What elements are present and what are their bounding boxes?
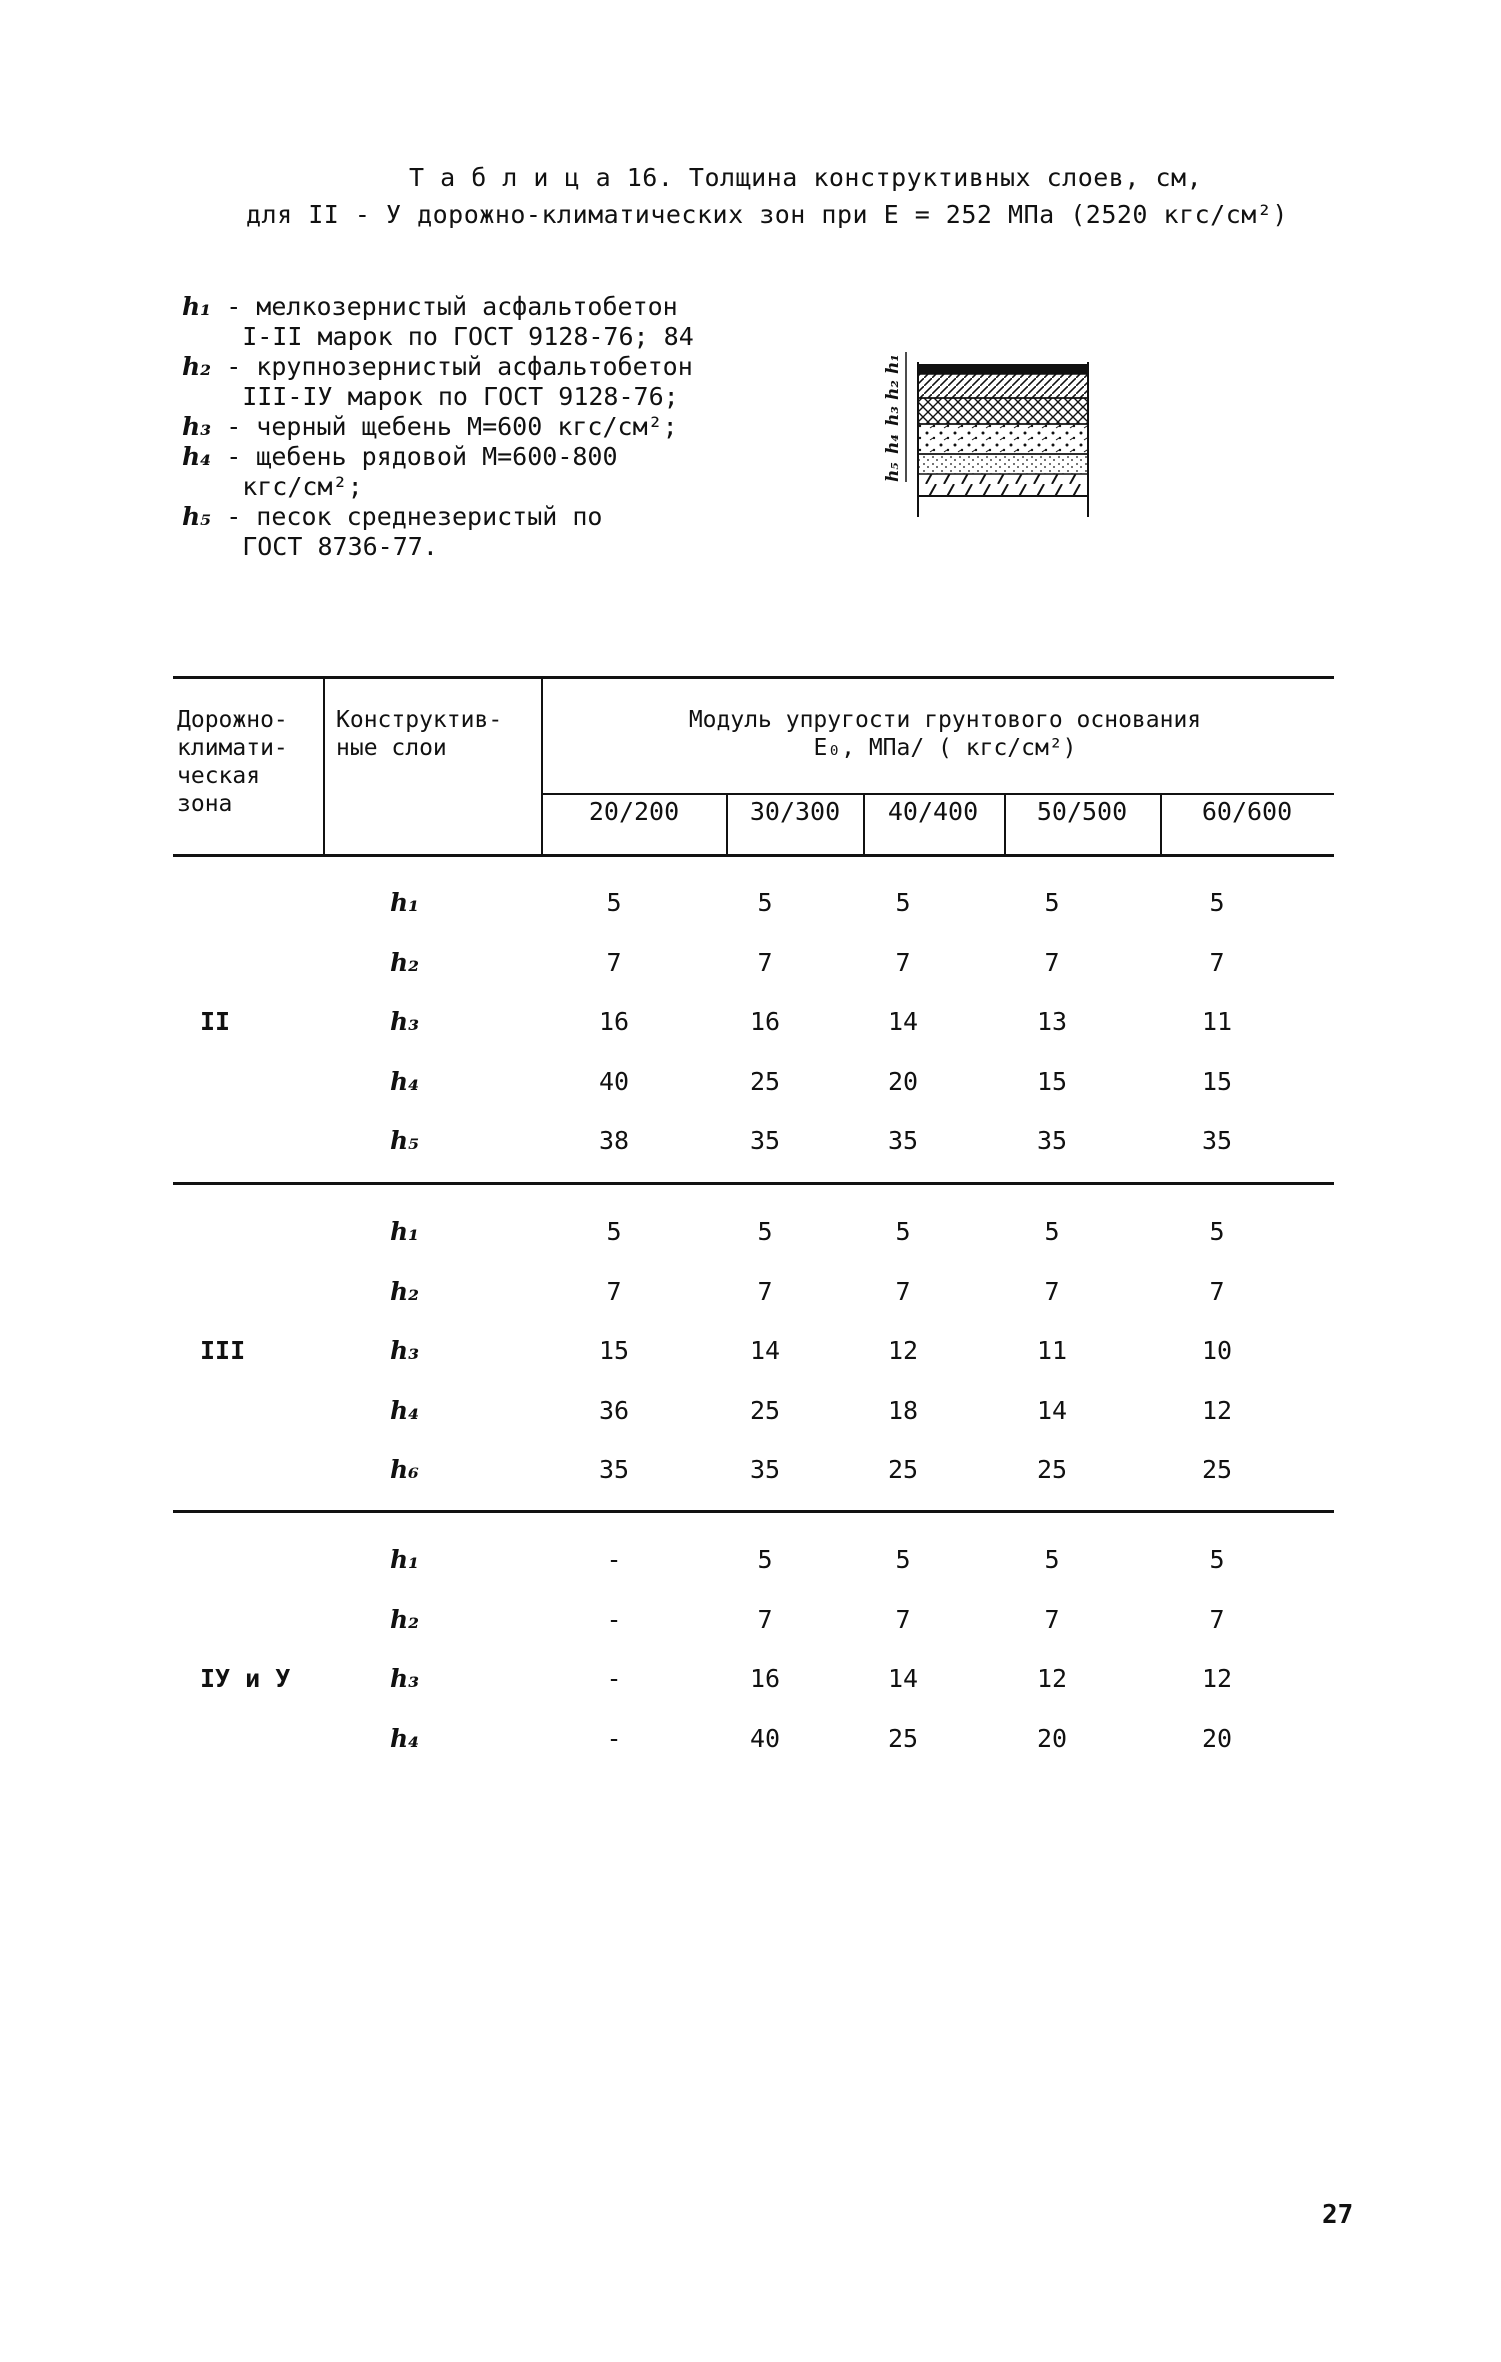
layer-label: h₁ <box>390 1217 420 1246</box>
table-cell: 7 <box>606 947 622 977</box>
layer-label: h₃ <box>390 1336 420 1365</box>
table-cell: 14 <box>749 1336 781 1365</box>
table-cell: 16 <box>749 1007 781 1036</box>
subcol-header: 60/600 <box>1201 797 1293 826</box>
table-cell: 25 <box>1201 1455 1233 1484</box>
table-cell: 10 <box>1201 1336 1233 1365</box>
table-cell: 38 <box>598 1126 630 1155</box>
table-cell: 5 <box>1209 1545 1225 1574</box>
table-cell: 5 <box>1044 1217 1060 1246</box>
table-cell: 7 <box>1044 947 1060 977</box>
table-cell: 11 <box>1036 1336 1068 1365</box>
table-cell: 40 <box>598 1066 630 1096</box>
subcol-header: 20/200 <box>588 797 680 826</box>
table-cell: 5 <box>606 1217 622 1246</box>
table-cell: 20 <box>1036 1723 1068 1753</box>
table-cell: 16 <box>749 1664 781 1693</box>
layer-h2-fill <box>918 374 1088 398</box>
table-cell: 7 <box>895 1276 911 1306</box>
table-cell: 7 <box>895 947 911 977</box>
table-cell: - <box>606 1545 622 1574</box>
table-cell: 5 <box>1044 888 1060 917</box>
zone-label: IУ и У <box>200 1664 291 1693</box>
table-cell: 35 <box>749 1455 781 1484</box>
diagram-label: h₃ <box>883 406 903 426</box>
header-layers: Конструктив- ные слои <box>336 707 503 761</box>
layer-label: h₄ <box>390 1066 420 1096</box>
diagram-label: h₄ <box>883 434 903 454</box>
legend-symbol: h₂ <box>182 352 212 381</box>
table-cell: 15 <box>598 1336 630 1365</box>
table-cell: 35 <box>749 1126 781 1155</box>
table-cell: - <box>606 1723 622 1753</box>
table-cell: 7 <box>1209 1276 1225 1306</box>
subcol-header: 50/500 <box>1036 797 1128 826</box>
table-cell: - <box>606 1664 622 1693</box>
legend-line <box>182 502 694 532</box>
table-cell: 7 <box>1209 1604 1225 1634</box>
layer-label: h₂ <box>390 1276 420 1306</box>
pavement-diagram <box>868 322 1138 522</box>
table-cell: 35 <box>1201 1126 1233 1155</box>
col-divider-zone <box>323 676 325 856</box>
legend-symbol: h₁ <box>182 292 212 321</box>
table-cell: 36 <box>598 1395 630 1425</box>
layer-label: h₆ <box>390 1455 420 1484</box>
table-cell: 20 <box>1201 1723 1233 1753</box>
table-cell: 13 <box>1036 1007 1068 1036</box>
table-cell: 7 <box>757 1276 773 1306</box>
layer-h1-fill <box>918 364 1088 374</box>
table-cell: 5 <box>1044 1545 1060 1574</box>
header-modulus: Модуль упругости грунтового основания <box>688 707 1202 733</box>
table-cell: 5 <box>606 888 622 917</box>
layer-label: h₂ <box>390 1604 420 1634</box>
table-cell: 5 <box>1209 888 1225 917</box>
zone-label: II <box>200 1007 231 1036</box>
table-title: Т а б л и ц а 16. Толщина конструктивных слоев, см, <box>409 163 1203 192</box>
table-cell: 5 <box>757 888 773 917</box>
legend-text: - мелкозернистый асфальтобетон <box>211 292 678 321</box>
legend-symbol: h₄ <box>182 442 212 471</box>
legend-text: III-IУ марок по ГОСТ 9128-76; <box>182 382 679 411</box>
table-cell: 16 <box>598 1007 630 1036</box>
table-cell: 12 <box>1201 1664 1233 1693</box>
table-subtitle: для II - У дорожно-климатических зон при E = 252 МПа (2520 кгс/см²) <box>246 200 1288 229</box>
legend-text: - песок среднезеристый по <box>211 502 603 531</box>
subgrade-fill <box>918 474 1088 496</box>
legend-text: - крупнозернистый асфальтобетон <box>211 352 693 381</box>
group-divider-2 <box>173 1510 1334 1513</box>
diagram-label: h₅ <box>883 462 903 482</box>
table-cell: 11 <box>1201 1007 1233 1036</box>
header-zone: Дорожно- климати- ческая зона <box>177 707 288 817</box>
table-cell: 20 <box>887 1066 919 1096</box>
legend-line <box>182 412 694 442</box>
layer-h5-fill <box>918 454 1088 474</box>
legend-line <box>182 352 694 382</box>
table-cell: 14 <box>887 1664 919 1693</box>
table-cell: 7 <box>895 1604 911 1634</box>
table-cell: 35 <box>1036 1126 1068 1155</box>
table-cell: 25 <box>887 1723 919 1753</box>
table-cell: 15 <box>1201 1066 1233 1096</box>
table-cell: 18 <box>887 1395 919 1425</box>
layer-h3-fill <box>918 398 1088 424</box>
table-cell: 14 <box>887 1007 919 1036</box>
table-cell: 5 <box>1209 1217 1225 1246</box>
table-cell: - <box>606 1604 622 1634</box>
table-cell: 14 <box>1036 1395 1068 1425</box>
table-cell: 25 <box>749 1066 781 1096</box>
legend-symbol: h₅ <box>182 502 212 531</box>
diagram-label: h₁ <box>883 354 903 374</box>
layer-label: h₃ <box>390 1007 420 1036</box>
diagram-label: h₂ <box>883 380 903 400</box>
page-number: 27 <box>1322 2200 1354 2230</box>
legend-line <box>182 472 694 502</box>
table-cell: 5 <box>757 1545 773 1574</box>
col-divider-3 <box>1004 794 1006 856</box>
table-cell: 15 <box>1036 1066 1068 1096</box>
subcol-header: 30/300 <box>749 797 841 826</box>
table-cell: 7 <box>1044 1604 1060 1634</box>
layer-label: h₃ <box>390 1664 420 1693</box>
table-cell: 7 <box>757 1604 773 1634</box>
table-cell: 12 <box>1201 1395 1233 1425</box>
table-cell: 5 <box>895 1545 911 1574</box>
layer-label: h₅ <box>390 1126 420 1155</box>
table-cell: 7 <box>1209 947 1225 977</box>
layer-label: h₄ <box>390 1723 420 1753</box>
col-divider-4 <box>1160 794 1162 856</box>
table-cell: 40 <box>749 1723 781 1753</box>
group-divider-1 <box>173 1182 1334 1185</box>
zone-label: III <box>200 1336 246 1365</box>
legend-text: ГОСТ 8736-77. <box>182 532 438 561</box>
layer-label: h₁ <box>390 1545 420 1574</box>
legend-line <box>182 322 694 352</box>
legend-line <box>182 382 694 412</box>
legend-text: - щебень рядовой М=600-800 <box>211 442 618 471</box>
table-cell: 7 <box>606 1276 622 1306</box>
legend-text: - черный щебень М=600 кгс/см²; <box>211 412 678 441</box>
legend-text: I-II марок по ГОСТ 9128-76; 84 <box>182 322 694 351</box>
layer-h4-fill <box>918 424 1088 454</box>
table-cell: 35 <box>598 1455 630 1484</box>
col-divider-1 <box>726 794 728 856</box>
layer-label: h₄ <box>390 1395 420 1425</box>
legend-line <box>182 532 694 562</box>
header-inner-rule <box>543 793 1334 795</box>
col-divider-2 <box>863 794 865 856</box>
table-cell: 12 <box>887 1336 919 1365</box>
table-cell: 5 <box>895 888 911 917</box>
legend-text: кгс/см²; <box>182 472 363 501</box>
table-cell: 25 <box>1036 1455 1068 1484</box>
header-modulus-unit: E₀, МПа/ ( кгс/см²) <box>813 735 1077 761</box>
layer-label: h₂ <box>390 947 420 977</box>
table-cell: 7 <box>1044 1276 1060 1306</box>
layer-label: h₁ <box>390 888 420 917</box>
legend-line <box>182 442 694 472</box>
legend-line <box>182 292 694 322</box>
layer-legend <box>182 292 694 562</box>
subcol-header: 40/400 <box>887 797 979 826</box>
col-divider-layers <box>541 676 543 856</box>
table-cell: 25 <box>749 1395 781 1425</box>
table-cell: 12 <box>1036 1664 1068 1693</box>
legend-symbol: h₃ <box>182 412 212 441</box>
table-cell: 35 <box>887 1126 919 1155</box>
table-top-rule <box>173 676 1334 679</box>
table-cell: 5 <box>757 1217 773 1246</box>
table-cell: 5 <box>895 1217 911 1246</box>
table-cell: 25 <box>887 1455 919 1484</box>
table-cell: 7 <box>757 947 773 977</box>
